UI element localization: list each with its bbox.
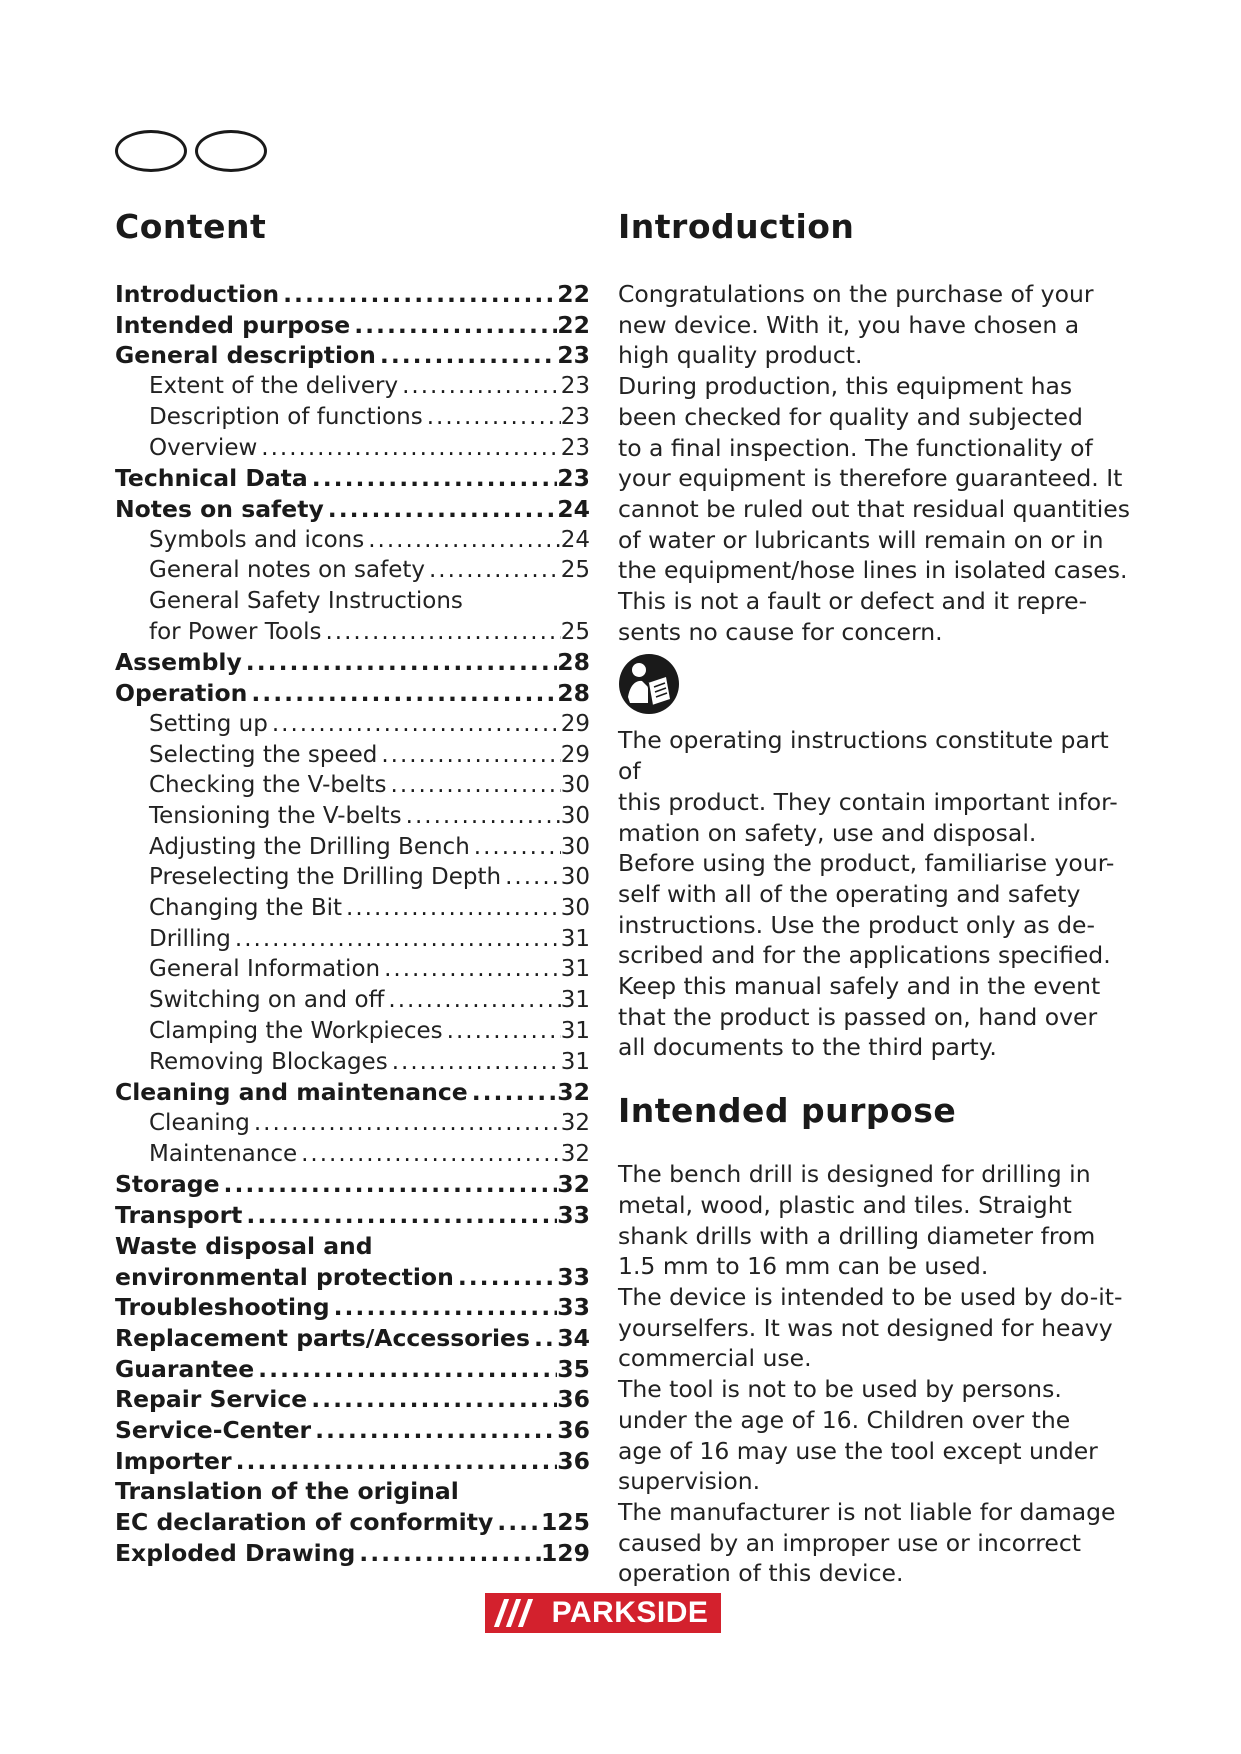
text-line: supervision. bbox=[618, 1467, 761, 1496]
toc-leader-dots bbox=[384, 985, 560, 1016]
toc-leader-dots bbox=[425, 555, 561, 586]
toc-entry bbox=[115, 310, 590, 341]
toc-leader-dots bbox=[297, 1139, 561, 1170]
toc-entry bbox=[115, 494, 590, 525]
toc-leader-dots bbox=[454, 1262, 557, 1293]
toc-entry bbox=[115, 678, 590, 709]
text-line: high quality product. bbox=[618, 341, 863, 370]
toc-entry-label: Storage bbox=[115, 1170, 220, 1199]
toc-leader-dots bbox=[468, 1077, 558, 1108]
toc-entry-label: Introduction bbox=[115, 280, 280, 308]
toc-entry-label: General notes on safety bbox=[149, 557, 425, 584]
toc-entry bbox=[115, 1476, 590, 1507]
text-line: age of 16 may use the tool except under bbox=[618, 1436, 1098, 1465]
toc-entry-label: Setting up bbox=[149, 710, 268, 737]
logo-stripes-icon bbox=[485, 1593, 541, 1633]
toc-leader-dots bbox=[279, 279, 557, 310]
toc-entry bbox=[115, 1354, 590, 1385]
toc-entry-page: 34 bbox=[557, 1323, 590, 1352]
toc-entry-page: 125 bbox=[540, 1508, 590, 1537]
toc-entry-label: Cleaning and maintenance bbox=[115, 1078, 468, 1107]
toc-entry bbox=[115, 709, 590, 740]
toc-entry-label: Drilling bbox=[149, 925, 231, 952]
text-line: been checked for quality and subjected bbox=[618, 402, 1083, 431]
toc-entry-page: 29 bbox=[560, 741, 590, 768]
toc-entry bbox=[115, 340, 590, 371]
toc-entry-label: EC declaration of conformity bbox=[115, 1508, 494, 1537]
toc-entry bbox=[115, 770, 590, 801]
toc-leader-dots bbox=[355, 1538, 541, 1569]
toc-entry-page: 33 bbox=[557, 1201, 590, 1230]
toc-entry-label: Service-Center bbox=[115, 1416, 312, 1445]
text-line: The tool is not to be used by persons. bbox=[618, 1375, 1062, 1404]
toc-entry bbox=[115, 525, 590, 556]
toc-entry-label: for Power Tools bbox=[149, 618, 322, 645]
toc-entry-page: 30 bbox=[560, 772, 590, 799]
toc-entry bbox=[115, 1169, 590, 1200]
toc-entry-page: 33 bbox=[557, 1293, 590, 1322]
text-line: all documents to the third party. bbox=[618, 1033, 997, 1062]
text-line: scribed and for the applications specified. bbox=[618, 941, 1111, 970]
toc-leader-dots bbox=[364, 525, 560, 556]
toc-entry-label: Adjusting the Drilling Bench bbox=[149, 833, 470, 860]
toc-entry bbox=[115, 463, 590, 494]
text-line: During production, this equipment has bbox=[618, 372, 1073, 401]
text-line: The bench drill is designed for drilling in bbox=[618, 1160, 1091, 1189]
toc-entry bbox=[115, 1323, 590, 1354]
toc-entry bbox=[115, 893, 590, 924]
toc-leader-dots bbox=[324, 494, 558, 525]
toc-entry-label: Changing the Bit bbox=[149, 895, 343, 922]
toc-entry-page: 28 bbox=[557, 679, 590, 708]
text-line: yourselfers. It was not designed for heavy bbox=[618, 1313, 1113, 1342]
toc-entry-page: 30 bbox=[560, 802, 590, 829]
language-code-ovals bbox=[115, 130, 275, 176]
toc-entry-page: 31 bbox=[560, 987, 590, 1014]
toc-leader-dots bbox=[330, 1292, 558, 1323]
toc-entry-page: 22 bbox=[557, 280, 590, 308]
toc-entry-label: Replacement parts/Accessories bbox=[115, 1323, 530, 1352]
toc-entry-label: General Information bbox=[149, 956, 381, 983]
toc-leader-dots bbox=[307, 1384, 557, 1415]
toc-entry-label: Intended purpose bbox=[115, 310, 351, 339]
toc-leader-dots bbox=[387, 770, 561, 801]
toc-entry-page: 36 bbox=[557, 1385, 590, 1414]
toc-leader-dots bbox=[220, 1169, 558, 1200]
toc-entry bbox=[115, 402, 590, 433]
toc-leader-dots bbox=[242, 647, 558, 678]
toc-entry-page: 30 bbox=[560, 833, 590, 860]
toc-entry-page: 33 bbox=[557, 1262, 590, 1291]
text-line: Before using the product, familiarise your- bbox=[618, 849, 1115, 878]
toc-entry-page: 30 bbox=[560, 864, 590, 891]
toc-entry-label: Assembly bbox=[115, 648, 242, 677]
toc-entry bbox=[115, 279, 590, 310]
introduction-paragraph-2 bbox=[618, 725, 1138, 1063]
text-line: mation on safety, use and disposal. bbox=[618, 818, 1037, 847]
toc-entry-page: 25 bbox=[560, 618, 590, 645]
toc-entry-label: Waste disposal and bbox=[115, 1231, 373, 1260]
text-line: This is not a fault or defect and it repre- bbox=[618, 587, 1088, 616]
text-line: The operating instructions constitute part of bbox=[618, 726, 1109, 786]
toc-entry-label: Cleaning bbox=[149, 1109, 250, 1136]
toc-entry-page: 32 bbox=[560, 1140, 590, 1167]
text-line: Keep this manual safely and in the event bbox=[618, 972, 1101, 1001]
toc-entry-page: 23 bbox=[560, 434, 590, 461]
toc-entry-label: Selecting the speed bbox=[149, 741, 378, 768]
toc-entry bbox=[115, 647, 590, 678]
toc-leader-dots bbox=[247, 678, 557, 709]
toc-entry bbox=[115, 1538, 590, 1569]
toc-leader-dots bbox=[232, 1446, 558, 1477]
toc-leader-dots bbox=[254, 1354, 557, 1385]
toc-entry bbox=[115, 1108, 590, 1139]
toc-entry-page: 31 bbox=[560, 925, 590, 952]
toc-entry bbox=[115, 1262, 590, 1293]
toc-entry-page: 129 bbox=[540, 1538, 590, 1567]
toc-leader-dots bbox=[257, 433, 560, 464]
text-line: 1.5 mm to 16 mm can be used. bbox=[618, 1252, 989, 1281]
toc-entry bbox=[115, 1139, 590, 1170]
toc-leader-dots bbox=[423, 402, 561, 433]
toc-leader-dots bbox=[311, 1415, 557, 1446]
toc-entry-label: Troubleshooting bbox=[115, 1293, 330, 1322]
toc-leader-dots bbox=[342, 893, 561, 924]
toc-leader-dots bbox=[350, 310, 557, 341]
toc-entry-page: 22 bbox=[557, 310, 590, 339]
toc-entry bbox=[115, 740, 590, 771]
text-line: of water or lubricants will remain on or in bbox=[618, 525, 1104, 554]
toc-entry-label: Notes on safety bbox=[115, 494, 324, 523]
toc-entry bbox=[115, 1047, 590, 1078]
toc-leader-dots bbox=[501, 862, 561, 893]
content-column bbox=[115, 205, 590, 1569]
table-of-contents bbox=[115, 279, 590, 1569]
text-line: metal, wood, plastic and tiles. Straight bbox=[618, 1190, 1072, 1219]
text-line: operation of this device. bbox=[618, 1559, 904, 1588]
toc-entry bbox=[115, 1016, 590, 1047]
toc-entry-label: Repair Service bbox=[115, 1385, 308, 1414]
toc-entry-label: Description of functions bbox=[149, 403, 423, 430]
toc-entry-label: General Safety Instructions bbox=[149, 588, 463, 615]
toc-entry bbox=[115, 862, 590, 893]
toc-entry bbox=[115, 1200, 590, 1231]
toc-entry-label: Importer bbox=[115, 1446, 232, 1475]
toc-leader-dots bbox=[250, 1108, 561, 1139]
toc-entry-label: Operation bbox=[115, 679, 248, 708]
introduction-paragraph-1 bbox=[618, 279, 1138, 647]
text-line: this product. They contain important infor- bbox=[618, 787, 1118, 816]
toc-leader-dots bbox=[398, 371, 561, 402]
toc-entry bbox=[115, 1446, 590, 1477]
toc-entry-page: 23 bbox=[557, 464, 590, 493]
toc-leader-dots bbox=[376, 340, 557, 371]
toc-leader-dots bbox=[380, 954, 561, 985]
read-manual-icon bbox=[618, 653, 680, 715]
toc-entry-label: Preselecting the Drilling Depth bbox=[149, 864, 502, 891]
toc-entry-page: 31 bbox=[560, 956, 590, 983]
toc-entry-label: Guarantee bbox=[115, 1354, 255, 1383]
toc-entry bbox=[115, 555, 590, 586]
toc-entry-page: 23 bbox=[557, 341, 590, 370]
text-line: to a final inspection. The functionality of bbox=[618, 433, 1093, 462]
text-line: your equipment is therefore guaranteed. It bbox=[618, 464, 1123, 493]
text-line: The manufacturer is not liable for damage bbox=[618, 1497, 1116, 1526]
toc-entry-label: Clamping the Workpieces bbox=[149, 1017, 443, 1044]
intended-purpose-heading: Intended purpose bbox=[618, 1091, 957, 1131]
toc-entry-page: 29 bbox=[560, 710, 590, 737]
toc-entry bbox=[115, 1415, 590, 1446]
text-line: The device is intended to be used by do-it- bbox=[618, 1282, 1123, 1311]
toc-entry bbox=[115, 954, 590, 985]
toc-entry-page: 25 bbox=[560, 557, 590, 584]
toc-entry bbox=[115, 617, 590, 648]
toc-leader-dots bbox=[443, 1016, 561, 1047]
toc-entry-page: 36 bbox=[557, 1416, 590, 1445]
toc-entry-page: 35 bbox=[557, 1354, 590, 1383]
text-line: under the age of 16. Children over the bbox=[618, 1405, 1071, 1434]
toc-entry bbox=[115, 1077, 590, 1108]
text-line: that the product is passed on, hand over bbox=[618, 1002, 1098, 1031]
toc-entry bbox=[115, 1507, 590, 1538]
text-line: self with all of the operating and safety bbox=[618, 879, 1081, 908]
toc-entry-page: 32 bbox=[557, 1078, 590, 1107]
language-oval-left bbox=[115, 130, 187, 172]
toc-entry bbox=[115, 985, 590, 1016]
content-heading: Content bbox=[115, 207, 267, 246]
toc-entry bbox=[115, 1231, 590, 1262]
toc-leader-dots bbox=[231, 924, 561, 955]
toc-entry-page: 30 bbox=[560, 895, 590, 922]
text-line: sents no cause for concern. bbox=[618, 617, 943, 646]
toc-entry-label: Symbols and icons bbox=[149, 526, 365, 553]
toc-entry-page: 31 bbox=[560, 1048, 590, 1075]
text-line: commercial use. bbox=[618, 1344, 812, 1373]
toc-entry-label: environmental protection bbox=[115, 1262, 454, 1291]
toc-entry-page: 31 bbox=[560, 1017, 590, 1044]
toc-entry-page: 24 bbox=[560, 526, 590, 553]
toc-entry-page: 23 bbox=[560, 373, 590, 400]
toc-entry bbox=[115, 371, 590, 402]
toc-entry-page: 23 bbox=[560, 403, 590, 430]
toc-leader-dots bbox=[377, 740, 560, 771]
toc-entry-label: Exploded Drawing bbox=[115, 1538, 356, 1567]
toc-entry bbox=[115, 433, 590, 464]
toc-entry-label: Translation of the original bbox=[115, 1477, 459, 1506]
toc-entry-label: Switching on and off bbox=[149, 987, 385, 1014]
toc-entry-label: Tensioning the V-belts bbox=[149, 802, 402, 829]
toc-entry bbox=[115, 586, 590, 617]
intended-purpose-paragraph bbox=[618, 1159, 1138, 1589]
parkside-logo bbox=[485, 1593, 721, 1633]
toc-entry-page: 28 bbox=[557, 648, 590, 677]
toc-entry-label: Transport bbox=[115, 1201, 243, 1230]
toc-leader-dots bbox=[268, 709, 561, 740]
toc-entry-label: General description bbox=[115, 341, 376, 370]
toc-entry-label: Overview bbox=[149, 434, 258, 461]
toc-entry-label: Maintenance bbox=[149, 1140, 298, 1167]
language-oval-right bbox=[195, 130, 267, 172]
toc-entry bbox=[115, 1384, 590, 1415]
introduction-heading: Introduction bbox=[618, 207, 855, 246]
toc-entry bbox=[115, 1292, 590, 1323]
toc-leader-dots bbox=[321, 617, 560, 648]
text-line: the equipment/hose lines in isolated cases. bbox=[618, 556, 1128, 585]
toc-entry-label: Checking the V-belts bbox=[149, 772, 387, 799]
toc-entry-label: Technical Data bbox=[115, 464, 308, 493]
toc-leader-dots bbox=[402, 801, 561, 832]
toc-leader-dots bbox=[530, 1323, 557, 1354]
toc-entry-label: Extent of the delivery bbox=[149, 373, 399, 400]
logo-text: PARKSIDE bbox=[543, 1596, 717, 1630]
toc-leader-dots bbox=[242, 1200, 557, 1231]
toc-leader-dots bbox=[470, 832, 561, 863]
toc-entry-page: 36 bbox=[557, 1446, 590, 1475]
toc-leader-dots bbox=[493, 1507, 541, 1538]
text-line: shank drills with a drilling diameter from bbox=[618, 1221, 1096, 1250]
toc-entry bbox=[115, 832, 590, 863]
toc-entry bbox=[115, 924, 590, 955]
toc-entry-page: 24 bbox=[557, 494, 590, 523]
text-line: cannot be ruled out that residual quantities bbox=[618, 494, 1130, 523]
toc-entry-page: 32 bbox=[560, 1109, 590, 1136]
toc-entry-page: 32 bbox=[557, 1170, 590, 1199]
toc-leader-dots bbox=[308, 463, 558, 494]
text-line: new device. With it, you have chosen a bbox=[618, 310, 1080, 339]
text-line: Congratulations on the purchase of your bbox=[618, 280, 1094, 308]
toc-entry bbox=[115, 801, 590, 832]
text-line: caused by an improper use or incorrect bbox=[618, 1528, 1082, 1557]
toc-entry-label: Removing Blockages bbox=[149, 1048, 388, 1075]
text-line: instructions. Use the product only as de- bbox=[618, 910, 1095, 939]
introduction-column bbox=[618, 205, 1138, 1589]
toc-leader-dots bbox=[388, 1047, 561, 1078]
